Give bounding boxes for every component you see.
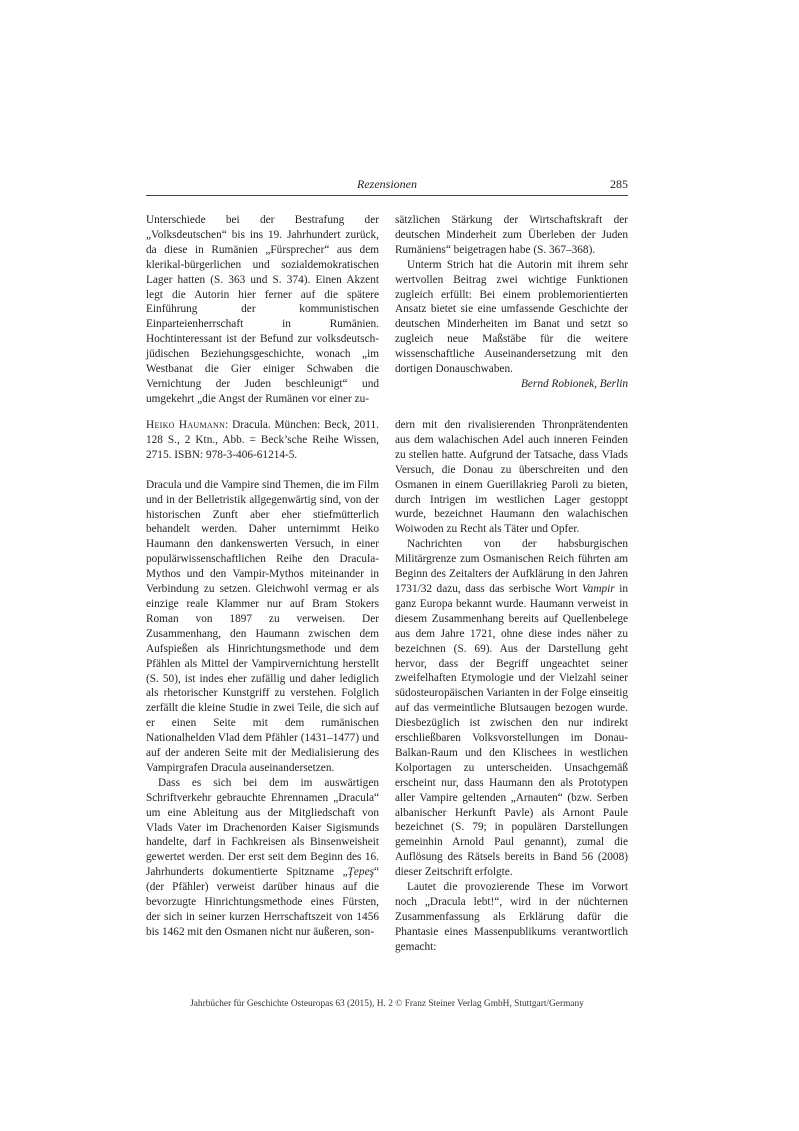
text-segment: “ (der Pfähler) verweist darüber hinaus auf die bevorzugte Hinrichtungsmethode eines Fürsten, der sich in seiner kurzen Herrschaftszeit von 1456 bis 1462 mit den Osmanen nicht nur äußeren, son-	[146, 866, 379, 938]
review-left-column	[146, 418, 379, 940]
top-right-column	[395, 213, 628, 392]
header-rule	[146, 195, 628, 196]
body-paragraph: Unterm Strich hat die Autorin mit ihrem sehr wertvollen Beitrag zwei wichtige Funktionen zugleich erfüllt: Bei einem problemorientierten Ansatz bietet sie eine umfassende Geschichte der deutschen Minderheiten im Banat und setzt so zugleich neue Maßstäbe für die weitere wissenschaftliche Auseinandersetzung mit den dortigen Donauschwaben.	[395, 258, 628, 376]
text-segment: Nachrichten von der habsburgischen Militärgrenze zum Osmanischen Reich führten am Beginn des Zeitalters der Aufklärung in den Jahren 1731/32 dazu, dass das serbische Wort	[395, 538, 628, 595]
text-segment: in ganz Europa bekannt wurde. Haumann verweist in diesem Zusammenhang bereits auf Quellenbelege aus dem Jahre 1721, ohne diese indes näher zu bezeichnen (S. 69). Aus der Darstellung geht hervor, dass der Begriff ungeachtet seiner zweifelhaften Etymologie und der Vielzahl seiner südosteuropäischen Varianten in der Folge einseitig auf das vermeintliche Blutsaugen bezogen wurde. Diesbezüglich ist zwischen den nur indirekt erschließbaren Volksvorstellungen im Donau-Balkan-Raum und den Klischees in westlichen Kolportagen zu unterscheiden. Unsachgemäß erscheint nur, dass Haumann den als Prototypen aller Vampire geltenden „Arnauten“ (bzw. Serben albanischer Herkunft Pavle) als Arnont Paule bezeichnet (S. 79; in populären Darstellungen gemeinhin Arnold Paul genannt), zumal die Auflösung des Rätsels bereits in Band 56 (2008) dieser Zeitschrift erfolgte.	[395, 582, 628, 879]
journal-footer: Jahrbücher für Geschichte Osteuropas 63 (2015), H. 2 © Franz Steiner Verlag GmbH, Stuttgart/Germany	[190, 999, 584, 1009]
page-header	[146, 177, 628, 197]
italic-term: Ţepeş	[347, 866, 374, 879]
body-paragraph: Dracula und die Vampire sind Themen, die im Film und in der Belletristik allgegenwärtig sind, von der historischen Zunft aber eher stiefmütterlich behandelt werden. Daher unternimmt Heiko Haumann den dankenswerten Versuch, in einer populärwissenschaftlichen Reihe den Dracula-Mythos und den Vampir-Mythos miteinander in Verbindung zu setzen. Gleichwohl vermag er als einzige reale Klammer nur auf Bram Stokers Roman von 1897 zu verweisen. Der Zusammenhang, den Haumann zwischen dem Aufspießen als Hinrichtungsmethode und dem Pfählen als Mittel der Vampirvernichtung herstellt (S. 50), ist indes eher zufällig und daher lediglich als rhetorischer Kunstgriff zu verstehen. Folglich zerfällt die kleine Studie in zwei Teile, die sich auf er einen Seite mit dem rumänischen Nationalhelden Vlad dem Pfähler (1431–1477) und auf der anderen Seite mit der Medialisierung des Vampirgrafen Dracula auseinandersetzen.	[146, 478, 379, 774]
reviewer-signature: Bernd Robionek, Berlin	[521, 377, 628, 390]
italic-term: Vampir	[582, 582, 615, 595]
text-segment: Dass es sich bei dem im auswärtigen Schriftverkehr gebrauchte Ehrennamen „Dracula“ um eine Ableitung aus der Mitgliedschaft von Vlads Vater im Drachenorden Kaiser Sigismunds handelte, darf in Fachkreisen als Binsenweisheit gewertet werden. Der erst seit dem Beginn des 16. Jahrhunderts dokumentierte Spitzname „	[146, 776, 379, 879]
body-paragraph	[395, 537, 628, 880]
body-paragraph: dern mit den rivalisierenden Thronprätendenten aus dem walachischen Adel auch inneren Feinden zu stellen hatte. Aufgrund der Tatsache, dass Vlads Versuch, die Donau zu überschreiten und den Osmanen in einem Guerillakrieg Paroli zu bieten, durch Intrigen im westlichen Lager gestoppt wurde, bezeichnet Haumann den walachischen Woiwoden zu Recht als Täter und Opfer.	[395, 419, 628, 536]
body-paragraph: Unterschiede bei der Bestrafung der „Volksdeutschen“ bis ins 19. Jahrhundert zurück, da diese in Rumänien „Fürsprecher“ aus dem klerikal-bürgerlichen und sozialdemokratischen Lager hatten (S. 363 und S. 374). Einen Akzent legt die Autorin hier ferner auf die spätere Einführung der kommunistischen Einparteienherrschaft in Rumänien. Hochtinteressant ist der Befund zur volksdeutsch-jüdischen Beziehungsgeschichte, wonach „im Westbanat die Gier einiger Schwaben die Vernichtung der Juden beschleunigt“ und umgekehrt „die Angst der Rumänen vor einer zu-	[146, 214, 379, 405]
running-title: Rezensionen	[357, 177, 417, 191]
book-details: : Dracula. München: Beck, 2011. 128 S., 2 Ktn., Abb. = Beck’sche Reihe Wissen, 2715. ISBN: 978-3-406-61214-5.	[146, 419, 379, 461]
top-left-column	[146, 213, 379, 407]
body-paragraph: Lautet die provozierende These im Vorwort noch „Dracula lebt!“, wird in der nüchternen Zusammenfassung als Erklärung dafür die Phantasie eines Massenpublikums verantwortlich gemacht:	[395, 881, 628, 953]
page-number: 285	[610, 177, 628, 191]
book-author: Heiko Haumann	[146, 419, 226, 431]
bibliographic-entry	[146, 418, 379, 463]
body-paragraph: sätzlichen Stärkung der Wirtschaftskraft der deutschen Minderheit zum Überleben der Juden Rumäniens“ beigetragen habe (S. 367–368).	[395, 214, 628, 256]
review-right-column	[395, 418, 628, 955]
body-paragraph	[146, 776, 379, 940]
